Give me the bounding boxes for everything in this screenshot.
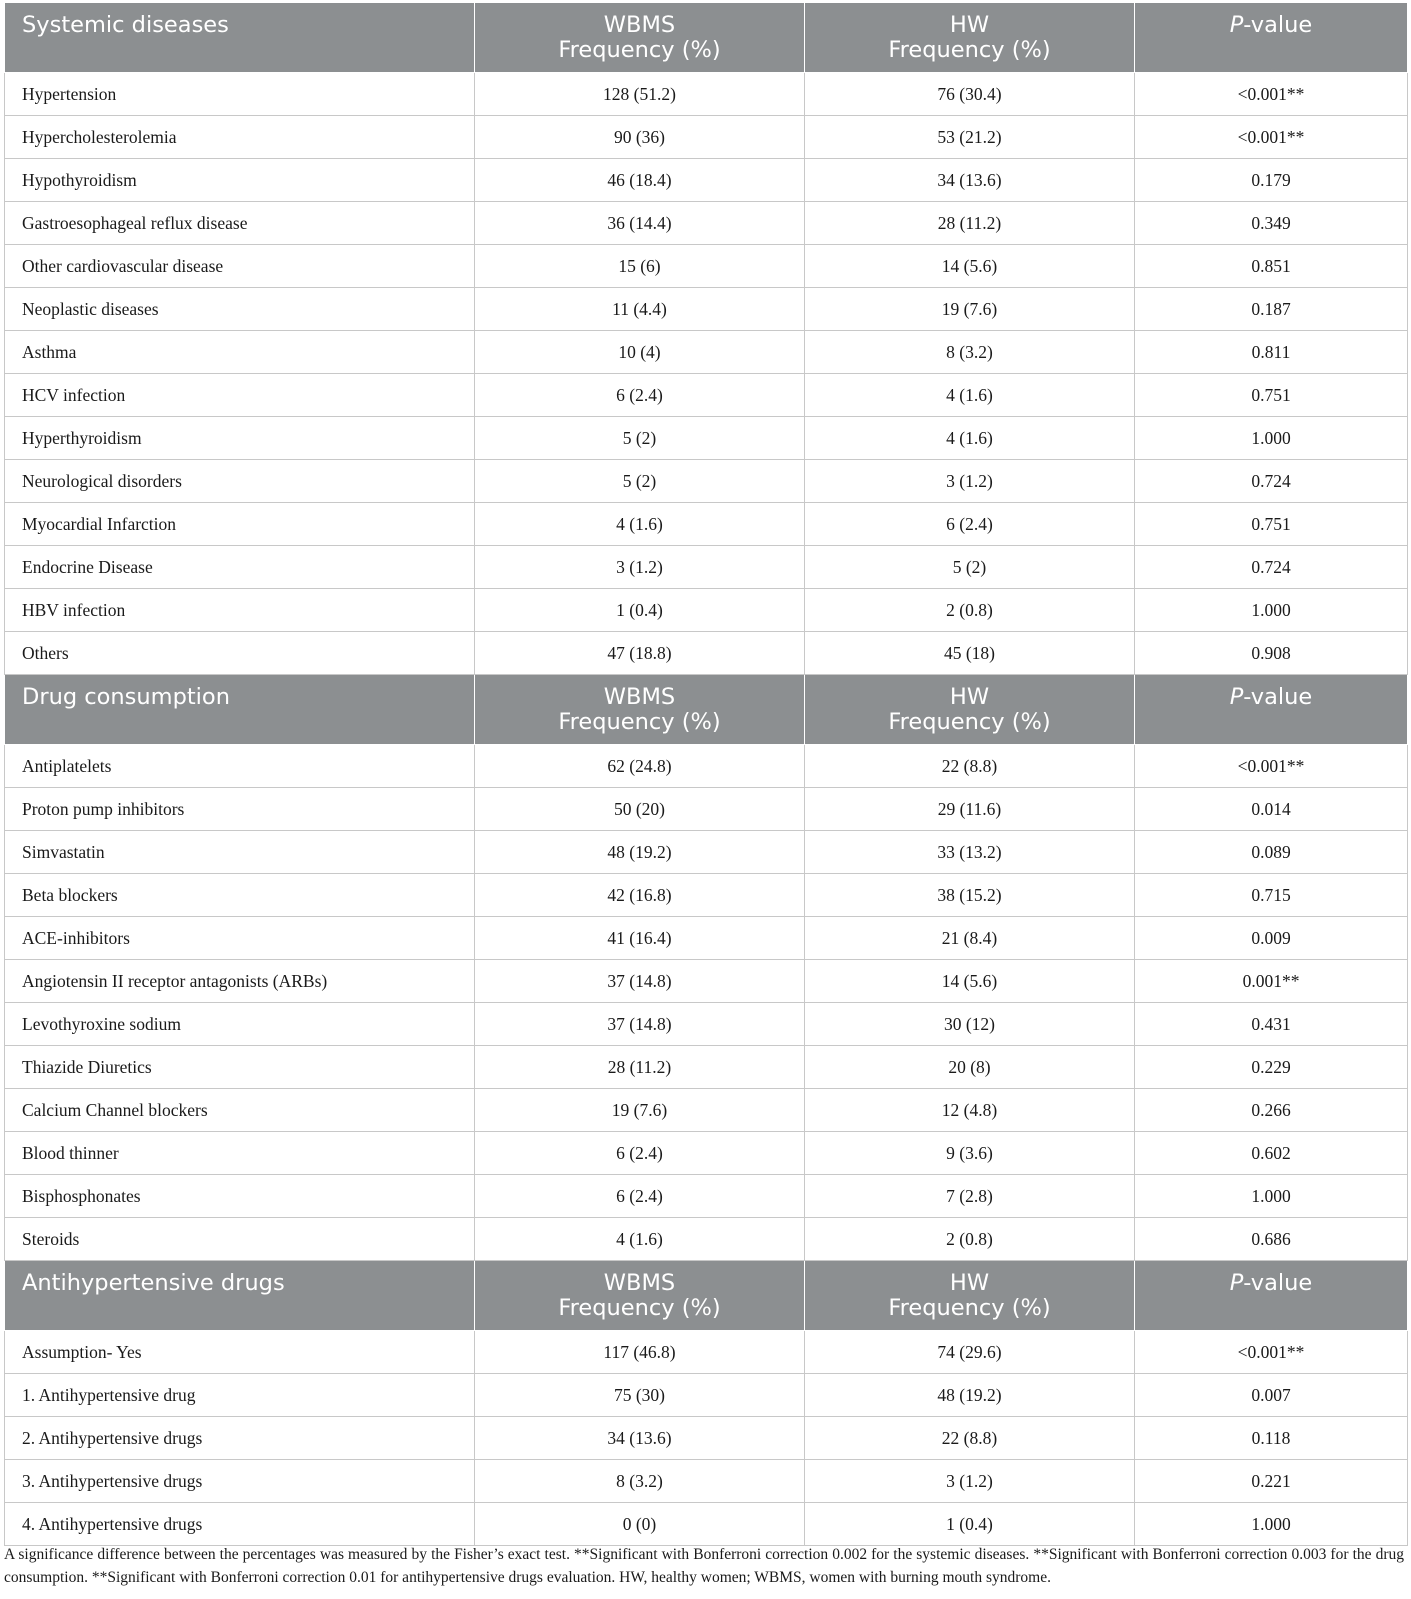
hw-value: 20 (8) bbox=[805, 1046, 1135, 1089]
wbms-value: 37 (14.8) bbox=[475, 1003, 805, 1046]
row-label: 2. Antihypertensive drugs bbox=[5, 1417, 475, 1460]
table-row bbox=[5, 1503, 1408, 1546]
row-label: Calcium Channel blockers bbox=[5, 1089, 475, 1132]
hw-value: 19 (7.6) bbox=[805, 288, 1135, 331]
wbms-header-sublabel: Frequency (%) bbox=[558, 37, 721, 63]
p-header-suffix: -value bbox=[1243, 684, 1313, 710]
row-label: HCV infection bbox=[5, 374, 475, 417]
table-row bbox=[5, 745, 1408, 788]
row-label: Hypertension bbox=[5, 73, 475, 116]
table-row bbox=[5, 1417, 1408, 1460]
hw-value: 33 (13.2) bbox=[805, 831, 1135, 874]
row-label: Steroids bbox=[5, 1218, 475, 1261]
table-row bbox=[5, 1003, 1408, 1046]
table-row bbox=[5, 73, 1408, 116]
row-label: Others bbox=[5, 632, 475, 675]
wbms-value: 41 (16.4) bbox=[475, 917, 805, 960]
wbms-value: 5 (2) bbox=[475, 417, 805, 460]
row-label: 3. Antihypertensive drugs bbox=[5, 1460, 475, 1503]
table-row bbox=[5, 503, 1408, 546]
hw-header-sublabel: Frequency (%) bbox=[888, 709, 1051, 735]
p-value: 0.089 bbox=[1135, 831, 1408, 874]
hw-value: 45 (18) bbox=[805, 632, 1135, 675]
wbms-value: 117 (46.8) bbox=[475, 1331, 805, 1374]
p-value-column-header bbox=[1135, 1261, 1408, 1331]
hw-value: 30 (12) bbox=[805, 1003, 1135, 1046]
row-label: HBV infection bbox=[5, 589, 475, 632]
section-header-row bbox=[5, 1261, 1408, 1331]
wbms-value: 11 (4.4) bbox=[475, 288, 805, 331]
wbms-value: 28 (11.2) bbox=[475, 1046, 805, 1089]
p-value: 0.851 bbox=[1135, 245, 1408, 288]
wbms-value: 5 (2) bbox=[475, 460, 805, 503]
hw-header-label: HW bbox=[949, 12, 990, 38]
wbms-value: 4 (1.6) bbox=[475, 1218, 805, 1261]
wbms-value: 4 (1.6) bbox=[475, 503, 805, 546]
row-label: Antiplatelets bbox=[5, 745, 475, 788]
table-row bbox=[5, 1218, 1408, 1261]
hw-value: 1 (0.4) bbox=[805, 1503, 1135, 1546]
row-label: Assumption- Yes bbox=[5, 1331, 475, 1374]
hw-column-header bbox=[805, 3, 1135, 73]
table-row bbox=[5, 1046, 1408, 1089]
hw-column-header bbox=[805, 1261, 1135, 1331]
wbms-value: 36 (14.4) bbox=[475, 202, 805, 245]
wbms-header-label: WBMS bbox=[603, 12, 676, 38]
hw-value: 3 (1.2) bbox=[805, 460, 1135, 503]
wbms-header-label: WBMS bbox=[603, 684, 676, 710]
table-row bbox=[5, 546, 1408, 589]
row-label: Myocardial Infarction bbox=[5, 503, 475, 546]
wbms-value: 48 (19.2) bbox=[475, 831, 805, 874]
wbms-value: 15 (6) bbox=[475, 245, 805, 288]
table-footnote: A significance difference between the percentages was measured by the Fisher’s exact test. **Significant with Bonferroni correction 0.002 for the systemic diseases. **Significant with Bonferroni correction 0.003 for the drug consumption. **Significant with Bonferroni correction 0.01 for antihypertensive drugs evaluation. HW, healthy women; WBMS, women with burning mouth syndrome. bbox=[4, 1546, 1404, 1586]
row-label: 4. Antihypertensive drugs bbox=[5, 1503, 475, 1546]
section-title: Drug consumption bbox=[5, 675, 475, 745]
hw-column-header bbox=[805, 675, 1135, 745]
wbms-header-sublabel: Frequency (%) bbox=[558, 709, 721, 735]
section-header-row bbox=[5, 675, 1408, 745]
p-value: 0.187 bbox=[1135, 288, 1408, 331]
p-value: 0.179 bbox=[1135, 159, 1408, 202]
wbms-value: 75 (30) bbox=[475, 1374, 805, 1417]
table-row bbox=[5, 632, 1408, 675]
table-row bbox=[5, 960, 1408, 1003]
table-row bbox=[5, 374, 1408, 417]
wbms-value: 34 (13.6) bbox=[475, 1417, 805, 1460]
wbms-value: 42 (16.8) bbox=[475, 874, 805, 917]
row-label: 1. Antihypertensive drug bbox=[5, 1374, 475, 1417]
p-value: 0.751 bbox=[1135, 374, 1408, 417]
wbms-value: 0 (0) bbox=[475, 1503, 805, 1546]
hw-value: 53 (21.2) bbox=[805, 116, 1135, 159]
hw-value: 28 (11.2) bbox=[805, 202, 1135, 245]
hw-value: 14 (5.6) bbox=[805, 960, 1135, 1003]
p-value: 0.724 bbox=[1135, 546, 1408, 589]
hw-value: 22 (8.8) bbox=[805, 745, 1135, 788]
p-value: 1.000 bbox=[1135, 417, 1408, 460]
hw-header-sublabel: Frequency (%) bbox=[888, 1295, 1051, 1321]
hw-value: 74 (29.6) bbox=[805, 1331, 1135, 1374]
p-value-column-header bbox=[1135, 675, 1408, 745]
p-value: 0.724 bbox=[1135, 460, 1408, 503]
hw-value: 5 (2) bbox=[805, 546, 1135, 589]
hw-value: 34 (13.6) bbox=[805, 159, 1135, 202]
section-header-row bbox=[5, 3, 1408, 73]
table-row bbox=[5, 202, 1408, 245]
row-label: Neoplastic diseases bbox=[5, 288, 475, 331]
wbms-value: 8 (3.2) bbox=[475, 1460, 805, 1503]
table-row bbox=[5, 1175, 1408, 1218]
table-row bbox=[5, 788, 1408, 831]
wbms-value: 62 (24.8) bbox=[475, 745, 805, 788]
row-label: Neurological disorders bbox=[5, 460, 475, 503]
hw-value: 3 (1.2) bbox=[805, 1460, 1135, 1503]
hw-value: 21 (8.4) bbox=[805, 917, 1135, 960]
wbms-value: 128 (51.2) bbox=[475, 73, 805, 116]
wbms-value: 1 (0.4) bbox=[475, 589, 805, 632]
p-value: <0.001** bbox=[1135, 116, 1408, 159]
p-value: 0.266 bbox=[1135, 1089, 1408, 1132]
p-value: 1.000 bbox=[1135, 1503, 1408, 1546]
hw-value: 22 (8.8) bbox=[805, 1417, 1135, 1460]
wbms-column-header bbox=[475, 675, 805, 745]
p-value: 0.349 bbox=[1135, 202, 1408, 245]
row-label: Other cardiovascular disease bbox=[5, 245, 475, 288]
section-title: Antihypertensive drugs bbox=[5, 1261, 475, 1331]
p-value: 0.221 bbox=[1135, 1460, 1408, 1503]
table-row bbox=[5, 589, 1408, 632]
hw-value: 76 (30.4) bbox=[805, 73, 1135, 116]
hw-header-sublabel: Frequency (%) bbox=[888, 37, 1051, 63]
wbms-value: 90 (36) bbox=[475, 116, 805, 159]
hw-header-label: HW bbox=[949, 684, 990, 710]
row-label: Blood thinner bbox=[5, 1132, 475, 1175]
hw-value: 4 (1.6) bbox=[805, 417, 1135, 460]
row-label: Levothyroxine sodium bbox=[5, 1003, 475, 1046]
hw-value: 14 (5.6) bbox=[805, 245, 1135, 288]
p-value: 0.229 bbox=[1135, 1046, 1408, 1089]
row-label: Proton pump inhibitors bbox=[5, 788, 475, 831]
table-row bbox=[5, 245, 1408, 288]
row-label: Bisphosphonates bbox=[5, 1175, 475, 1218]
p-header-italic: P bbox=[1229, 12, 1244, 38]
table-row bbox=[5, 831, 1408, 874]
hw-value: 38 (15.2) bbox=[805, 874, 1135, 917]
p-value: 0.908 bbox=[1135, 632, 1408, 675]
p-value: 0.751 bbox=[1135, 503, 1408, 546]
wbms-column-header bbox=[475, 3, 805, 73]
p-value: <0.001** bbox=[1135, 73, 1408, 116]
hw-value: 29 (11.6) bbox=[805, 788, 1135, 831]
p-value: 1.000 bbox=[1135, 589, 1408, 632]
table-row bbox=[5, 874, 1408, 917]
row-label: Hypothyroidism bbox=[5, 159, 475, 202]
p-header-suffix: -value bbox=[1243, 1270, 1313, 1296]
row-label: Beta blockers bbox=[5, 874, 475, 917]
hw-value: 12 (4.8) bbox=[805, 1089, 1135, 1132]
wbms-value: 10 (4) bbox=[475, 331, 805, 374]
table-row bbox=[5, 331, 1408, 374]
hw-value: 6 (2.4) bbox=[805, 503, 1135, 546]
wbms-value: 6 (2.4) bbox=[475, 1132, 805, 1175]
row-label: Angiotensin II receptor antagonists (ARBs) bbox=[5, 960, 475, 1003]
wbms-value: 50 (20) bbox=[475, 788, 805, 831]
p-value: 0.686 bbox=[1135, 1218, 1408, 1261]
wbms-value: 37 (14.8) bbox=[475, 960, 805, 1003]
hw-value: 8 (3.2) bbox=[805, 331, 1135, 374]
table-row bbox=[5, 460, 1408, 503]
comorbidity-table bbox=[4, 2, 1408, 1546]
p-value: <0.001** bbox=[1135, 745, 1408, 788]
wbms-value: 6 (2.4) bbox=[475, 1175, 805, 1218]
p-value: 0.001** bbox=[1135, 960, 1408, 1003]
p-header-italic: P bbox=[1229, 684, 1244, 710]
hw-value: 2 (0.8) bbox=[805, 1218, 1135, 1261]
data-table-container bbox=[4, 2, 1407, 1546]
hw-value: 2 (0.8) bbox=[805, 589, 1135, 632]
table-row bbox=[5, 417, 1408, 460]
wbms-value: 46 (18.4) bbox=[475, 159, 805, 202]
table-body bbox=[5, 3, 1408, 1546]
wbms-header-label: WBMS bbox=[603, 1270, 676, 1296]
wbms-value: 3 (1.2) bbox=[475, 546, 805, 589]
p-value: 0.014 bbox=[1135, 788, 1408, 831]
table-row bbox=[5, 1089, 1408, 1132]
row-label: Gastroesophageal reflux disease bbox=[5, 202, 475, 245]
row-label: Hypercholesterolemia bbox=[5, 116, 475, 159]
table-row bbox=[5, 159, 1408, 202]
hw-value: 4 (1.6) bbox=[805, 374, 1135, 417]
p-value-column-header bbox=[1135, 3, 1408, 73]
table-row bbox=[5, 288, 1408, 331]
wbms-value: 6 (2.4) bbox=[475, 374, 805, 417]
table-row bbox=[5, 116, 1408, 159]
p-value: 0.431 bbox=[1135, 1003, 1408, 1046]
row-label: Endocrine Disease bbox=[5, 546, 475, 589]
p-value: 0.009 bbox=[1135, 917, 1408, 960]
p-value: 0.602 bbox=[1135, 1132, 1408, 1175]
p-value: <0.001** bbox=[1135, 1331, 1408, 1374]
row-label: ACE-inhibitors bbox=[5, 917, 475, 960]
row-label: Simvastatin bbox=[5, 831, 475, 874]
table-row bbox=[5, 1331, 1408, 1374]
wbms-value: 47 (18.8) bbox=[475, 632, 805, 675]
hw-value: 48 (19.2) bbox=[805, 1374, 1135, 1417]
table-row bbox=[5, 1374, 1408, 1417]
p-value: 0.715 bbox=[1135, 874, 1408, 917]
p-value: 0.811 bbox=[1135, 331, 1408, 374]
hw-value: 9 (3.6) bbox=[805, 1132, 1135, 1175]
hw-header-label: HW bbox=[949, 1270, 990, 1296]
wbms-column-header bbox=[475, 1261, 805, 1331]
table-row bbox=[5, 917, 1408, 960]
row-label: Hyperthyroidism bbox=[5, 417, 475, 460]
table-row bbox=[5, 1132, 1408, 1175]
table-row bbox=[5, 1460, 1408, 1503]
wbms-header-sublabel: Frequency (%) bbox=[558, 1295, 721, 1321]
p-header-suffix: -value bbox=[1243, 12, 1313, 38]
hw-value: 7 (2.8) bbox=[805, 1175, 1135, 1218]
row-label: Asthma bbox=[5, 331, 475, 374]
wbms-value: 19 (7.6) bbox=[475, 1089, 805, 1132]
p-value: 0.118 bbox=[1135, 1417, 1408, 1460]
section-title: Systemic diseases bbox=[5, 3, 475, 73]
p-value: 0.007 bbox=[1135, 1374, 1408, 1417]
p-header-italic: P bbox=[1229, 1270, 1244, 1296]
p-value: 1.000 bbox=[1135, 1175, 1408, 1218]
row-label: Thiazide Diuretics bbox=[5, 1046, 475, 1089]
